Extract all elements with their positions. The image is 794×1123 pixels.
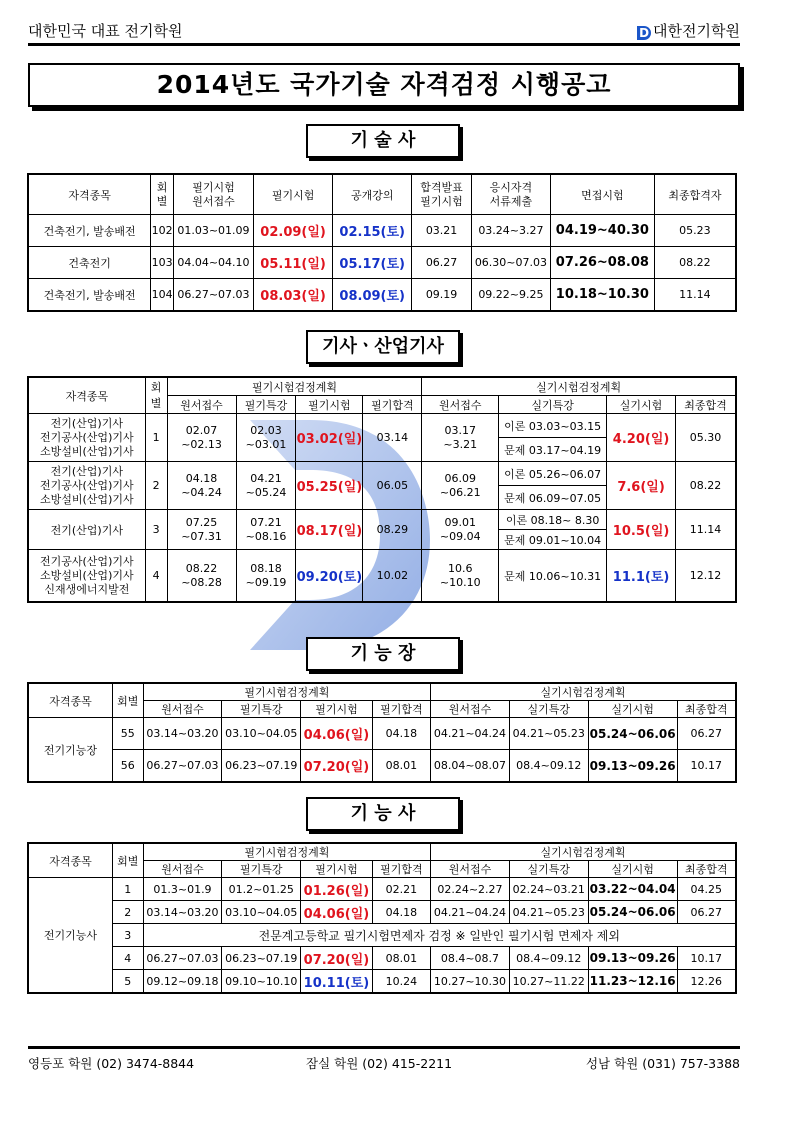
cell: 11.14 (654, 279, 735, 311)
cell: 1 (145, 414, 167, 462)
cell: 3 (145, 510, 167, 550)
cell: 2 (145, 462, 167, 510)
cell-exam-date: 08.03(일) (254, 279, 333, 311)
cell-practical-date: 11.1(토) (607, 550, 676, 602)
cell: 07.25 ~07.31 (167, 510, 236, 550)
cell-item: 전기(산업)기사 (29, 510, 146, 550)
cell: 09.22~9.25 (471, 279, 550, 311)
col-header: 필기시험 (254, 175, 333, 215)
cell-practical-date: 11.23~12.16 (588, 970, 677, 993)
cell: 04.21~05.23 (509, 901, 588, 924)
col-header-written: 필기시험검정계획 (143, 684, 430, 701)
cell: 04.21~05.23 (509, 718, 588, 750)
col-header-practical: 실기시험검정계획 (431, 844, 736, 861)
cell: 08.04~08.07 (431, 750, 510, 782)
sub-header: 실기특강 (509, 701, 588, 718)
col-header: 응시자격 서류제출 (471, 175, 550, 215)
table-row (29, 970, 736, 993)
sub-header: 필기특강 (222, 701, 301, 718)
cell-exam-date: 01.26(일) (301, 878, 373, 901)
col-header-item: 자격종목 (29, 844, 113, 878)
table-professional-engineer (28, 174, 736, 311)
cell: 102 (151, 215, 174, 247)
cell: 09.12~09.18 (143, 970, 222, 993)
sub-header: 최종합격 (676, 396, 736, 414)
section-title-engineer: 기사ㆍ산업기사 (306, 330, 460, 364)
sub-header: 최종합격 (677, 861, 735, 878)
sub-header: 원서접수 (431, 861, 510, 878)
cell: 10.27~11.22 (509, 970, 588, 993)
cell: 04.04~04.10 (173, 247, 253, 279)
cell: 02.03 ~03.01 (236, 414, 296, 462)
cell-item: 전기기능사 (29, 878, 113, 993)
sub-header: 필기시험 (296, 396, 363, 414)
cell: 03.14~03.20 (143, 901, 222, 924)
cell: 04.21~04.24 (431, 718, 510, 750)
cell: 07.21 ~08.16 (236, 510, 296, 550)
table-row (29, 878, 736, 901)
page-title: 2014년도 국가기술 자격검정 시행공고 (28, 63, 740, 107)
cell: 02.24~03.21 (509, 878, 588, 901)
sub-header: 실기시험 (588, 701, 677, 718)
cell: 건축전기, 발송배전 (29, 279, 151, 311)
sub-header: 필기시험 (301, 701, 373, 718)
cell: 5 (112, 970, 143, 993)
table-row (29, 279, 736, 311)
cell-item: 전기(산업)기사 전기공사(산업)기사 소방설비(산업)기사 (29, 414, 146, 462)
cell: 02.21 (372, 878, 430, 901)
sub-header: 필기합격 (372, 701, 430, 718)
cell: 08.29 (363, 510, 422, 550)
cell: 05.30 (676, 414, 736, 462)
cell-lecture-problem: 문제 06.09~07.05 (499, 486, 607, 510)
cell-practical-date: 03.22~04.04 (588, 878, 677, 901)
cell: 03.17 ~3.21 (422, 414, 499, 462)
sub-header: 원서접수 (422, 396, 499, 414)
cell-exam-date: 10.11(토) (301, 970, 373, 993)
cell: 01.3~01.9 (143, 878, 222, 901)
cell: 10.27~10.30 (431, 970, 510, 993)
table-engineer (28, 377, 736, 602)
cell-lecture-date: 02.15(토) (333, 215, 412, 247)
cell: 12.12 (676, 550, 736, 602)
cell: 01.03~01.09 (173, 215, 253, 247)
cell-lecture-date: 08.09(토) (333, 279, 412, 311)
cell-exam-date: 02.09(일) (254, 215, 333, 247)
cell-lecture-theory: 이론 05.26~06.07 (499, 462, 607, 486)
table-master-craftsman (28, 683, 736, 782)
cell-lecture-date: 05.17(토) (333, 247, 412, 279)
cell: 3 (112, 924, 143, 947)
cell: 08.4~09.12 (509, 947, 588, 970)
col-header: 면접시험 (550, 175, 654, 215)
col-header-practical: 실기시험검정계획 (431, 684, 736, 701)
sub-header: 원서접수 (143, 701, 222, 718)
section-title-master-craftsman: 기 능 장 (306, 637, 460, 671)
cell-item: 전기기능장 (29, 718, 113, 782)
cell-exam-date: 04.06(일) (301, 718, 373, 750)
cell: 12.26 (677, 970, 735, 993)
sub-header: 원서접수 (143, 861, 222, 878)
cell-lecture-theory: 이론 08.18~ 8.30 (499, 510, 607, 530)
cell: 06.09 ~06.21 (422, 462, 499, 510)
cell: 03.14~03.20 (143, 718, 222, 750)
cell: 08.01 (372, 750, 430, 782)
sub-header: 실기시험 (607, 396, 676, 414)
cell: 4 (112, 947, 143, 970)
table-row (29, 718, 736, 750)
cell: 04.21~04.24 (431, 901, 510, 924)
sub-header: 원서접수 (167, 396, 236, 414)
cell: 04.18 (372, 901, 430, 924)
cell-practical-date: 09.13~09.26 (588, 947, 677, 970)
col-header: 합격발표 필기시험 (412, 175, 472, 215)
cell: 55 (112, 718, 143, 750)
col-header-item: 자격종목 (29, 378, 146, 414)
sub-header: 필기시험 (301, 861, 373, 878)
brand-logo-icon: D (637, 26, 651, 40)
cell: 2 (112, 901, 143, 924)
cell: 06.23~07.19 (222, 750, 301, 782)
cell: 04.21 ~05.24 (236, 462, 296, 510)
cell: 10.6 ~10.10 (422, 550, 499, 602)
col-header: 필기시험 원서접수 (173, 175, 253, 215)
cell: 01.2~01.25 (222, 878, 301, 901)
table-row (29, 750, 736, 782)
sub-header: 실기특강 (499, 396, 607, 414)
cell-practical-date: 4.20(일) (607, 414, 676, 462)
cell: 02.24~2.27 (431, 878, 510, 901)
footer-branch-yeongdeungpo: 영등포 학원 (02) 3474-8844 (28, 1056, 195, 1071)
table-craftsman (28, 843, 736, 993)
cell: 09.10~10.10 (222, 970, 301, 993)
cell: 103 (151, 247, 174, 279)
cell-practical-date: 09.13~09.26 (588, 750, 677, 782)
cell: 06.27~07.03 (143, 947, 222, 970)
sub-header: 최종합격 (677, 701, 735, 718)
table-row (29, 550, 736, 602)
cell: 08.4~09.12 (509, 750, 588, 782)
cell-lecture-theory: 이론 03.03~03.15 (499, 414, 607, 438)
table-row (29, 414, 736, 438)
table-row (29, 215, 736, 247)
cell: 08.01 (372, 947, 430, 970)
table-row (29, 924, 736, 947)
cell: 건축전기, 발송배전 (29, 215, 151, 247)
cell: 06.27 (412, 247, 472, 279)
header-brand (637, 20, 740, 41)
sub-header: 필기특강 (236, 396, 296, 414)
cell: 09.01 ~09.04 (422, 510, 499, 550)
footer-branch-jamsil: 잠실 학원 (02) 415-2211 (306, 1056, 453, 1071)
cell-item: 전기(산업)기사 전기공사(산업)기사 소방설비(산업)기사 (29, 462, 146, 510)
cell: 56 (112, 750, 143, 782)
cell: 04.18 ~04.24 (167, 462, 236, 510)
col-header-round: 회별 (112, 684, 143, 718)
col-header: 최종합격자 (654, 175, 735, 215)
sub-header: 실기특강 (509, 861, 588, 878)
section-title-professional-engineer: 기 술 사 (306, 124, 460, 158)
col-header-written: 필기시험검정계획 (143, 844, 430, 861)
col-header-round: 회 별 (145, 378, 167, 414)
cell: 05.23 (654, 215, 735, 247)
cell: 04.18 (372, 718, 430, 750)
cell: 08.22 (654, 247, 735, 279)
col-header: 자격종목 (29, 175, 151, 215)
cell-exam-date: 07.20(일) (301, 947, 373, 970)
cell-exam-date: 04.06(일) (301, 901, 373, 924)
cell: 06.27 (677, 901, 735, 924)
cell-interview: 04.19~40.30 (550, 215, 654, 247)
cell-exam-date: 08.17(일) (296, 510, 363, 550)
table-row (29, 510, 736, 530)
sub-header: 실기시험 (588, 861, 677, 878)
cell: 06.27 (677, 718, 735, 750)
footer-branch-seongnam: 성남 학원 (031) 757-3388 (585, 1056, 740, 1071)
cell: 4 (145, 550, 167, 602)
cell: 10.17 (677, 947, 735, 970)
cell-exam-date: 07.20(일) (301, 750, 373, 782)
cell-exemption-note: 전문계고등학교 필기시험면제자 검정 ※ 일반인 필기시험 면제자 제외 (143, 924, 735, 947)
cell: 08.22 (676, 462, 736, 510)
cell-practical-date: 10.5(일) (607, 510, 676, 550)
col-header-practical: 실기시험검정계획 (422, 378, 736, 396)
col-header-item: 자격종목 (29, 684, 113, 718)
cell-exam-date: 03.02(일) (296, 414, 363, 462)
col-header: 공개강의 (333, 175, 412, 215)
cell: 10.17 (677, 750, 735, 782)
header-brand-name: 대한전기학원 (653, 22, 740, 40)
cell-practical-date: 05.24~06.06 (588, 901, 677, 924)
sub-header: 원서접수 (431, 701, 510, 718)
cell: 08.4~08.7 (431, 947, 510, 970)
cell: 08.22 ~08.28 (167, 550, 236, 602)
footer-rule (28, 1046, 740, 1049)
cell: 11.14 (676, 510, 736, 550)
cell-lecture-problem: 문제 09.01~10.04 (499, 530, 607, 550)
section-title-craftsman: 기 능 사 (306, 797, 460, 831)
cell: 04.25 (677, 878, 735, 901)
cell: 03.10~04.05 (222, 718, 301, 750)
cell-exam-date: 05.11(일) (254, 247, 333, 279)
header-rule (28, 43, 740, 46)
cell: 03.10~04.05 (222, 901, 301, 924)
table-row (29, 247, 736, 279)
table-row (29, 901, 736, 924)
table-row (29, 462, 736, 486)
cell-exam-date: 05.25(일) (296, 462, 363, 510)
col-header-round: 회별 (112, 844, 143, 878)
cell: 03.24~3.27 (471, 215, 550, 247)
cell: 09.19 (412, 279, 472, 311)
sub-header: 필기합격 (372, 861, 430, 878)
cell: 1 (112, 878, 143, 901)
cell: 06.05 (363, 462, 422, 510)
cell-exam-date: 09.20(토) (296, 550, 363, 602)
cell-interview: 07.26~08.08 (550, 247, 654, 279)
cell-lecture-problem: 문제 03.17~04.19 (499, 438, 607, 462)
header-slogan: 대한민국 대표 전기학원 (28, 22, 183, 40)
cell-practical-date: 05.24~06.06 (588, 718, 677, 750)
cell: 03.21 (412, 215, 472, 247)
cell: 104 (151, 279, 174, 311)
cell: 02.07 ~02.13 (167, 414, 236, 462)
cell: 10.02 (363, 550, 422, 602)
table-row (29, 947, 736, 970)
cell-lecture-problem: 문제 10.06~10.31 (499, 550, 607, 602)
page-header (28, 18, 740, 42)
cell: 건축전기 (29, 247, 151, 279)
cell: 10.24 (372, 970, 430, 993)
cell: 06.30~07.03 (471, 247, 550, 279)
cell: 06.27~07.03 (173, 279, 253, 311)
col-header-written: 필기시험검정계획 (167, 378, 422, 396)
cell: 03.14 (363, 414, 422, 462)
sub-header: 필기합격 (363, 396, 422, 414)
sub-header: 필기특강 (222, 861, 301, 878)
cell: 06.27~07.03 (143, 750, 222, 782)
cell-item: 전기공사(산업)기사 소방설비(산업)기사 신재생에너지발전 (29, 550, 146, 602)
cell: 08.18 ~09.19 (236, 550, 296, 602)
cell-practical-date: 7.6(일) (607, 462, 676, 510)
col-header: 회 별 (151, 175, 174, 215)
cell-interview: 10.18~10.30 (550, 279, 654, 311)
cell: 06.23~07.19 (222, 947, 301, 970)
